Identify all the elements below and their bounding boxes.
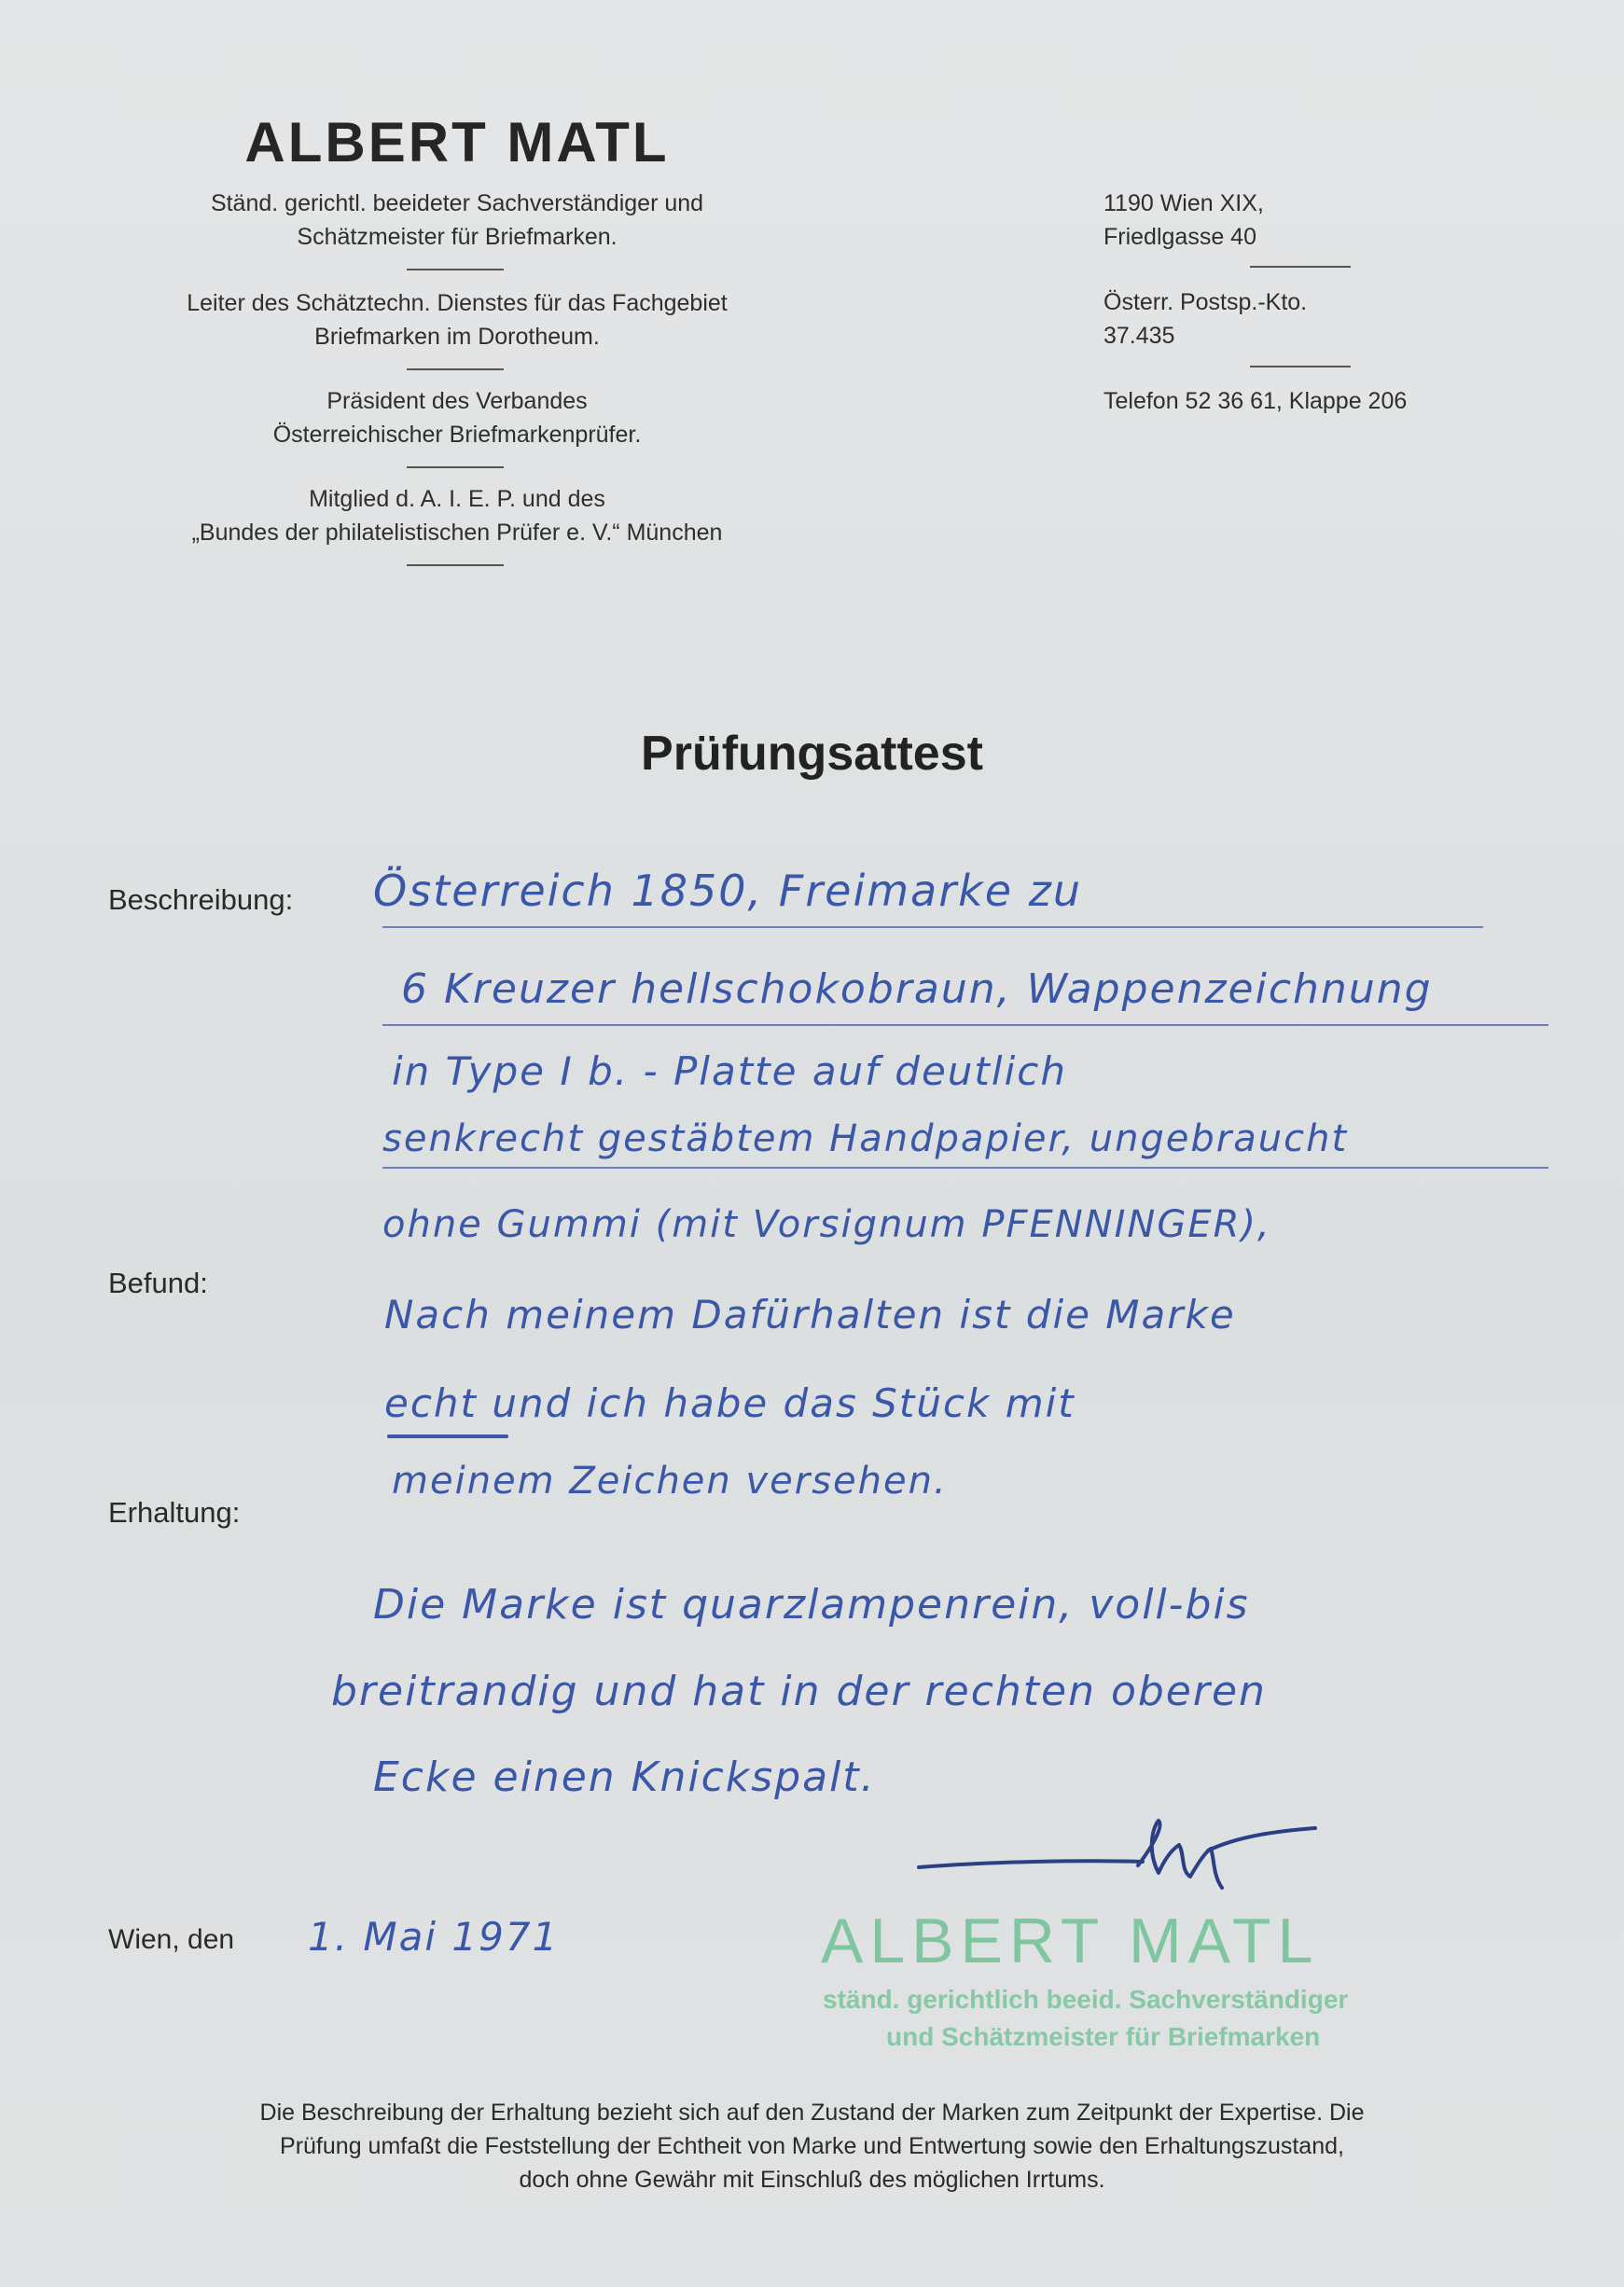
phone-line: Telefon 52 36 61, Klappe 206	[1103, 388, 1408, 414]
letterhead-name: ALBERT MATL	[244, 111, 670, 173]
divider	[407, 368, 504, 370]
credential-line: Ständ. gerichtl. beeideter Sachverständiger und	[210, 190, 704, 216]
footer-line: Die Beschreibung der Erhaltung bezieht sich auf den Zustand der Marken zum Zeitpunkt der Expertise. Die	[259, 2100, 1365, 2126]
handwritten-line: 6 Kreuzer hellschokobraun, Wappenzeichnung	[401, 965, 1433, 1013]
writing-rule	[382, 1024, 1548, 1026]
label-date: Wien, den	[108, 1924, 235, 1955]
divider	[407, 269, 504, 270]
divider	[407, 564, 504, 566]
credential-line: Mitglied d. A. I. E. P. und des	[309, 486, 605, 512]
stamp-name: ALBERT MATL	[821, 1906, 1320, 1976]
underline-mark	[387, 1435, 508, 1438]
footer-line: Prüfung umfaßt die Feststellung der Echtheit von Marke und Entwertung sowie den Erhaltungszustand,	[280, 2133, 1344, 2159]
stamp-line: und Schätzmeister für Briefmarken	[886, 2022, 1321, 2051]
handwritten-date: 1. Mai 1971	[308, 1914, 560, 1960]
account-line: Österr. Postsp.-Kto.	[1103, 289, 1308, 315]
label-befund: Befund:	[108, 1267, 208, 1299]
credential-line: Präsident des Verbandes	[326, 388, 588, 414]
handwritten-line: senkrecht gestäbtem Handpapier, ungebraucht	[382, 1117, 1349, 1160]
label-beschreibung: Beschreibung:	[108, 883, 294, 916]
handwritten-line: Die Marke ist quarzlampenrein, voll-bis	[373, 1581, 1250, 1629]
footer-line: doch ohne Gewähr mit Einschluß des möglichen Irrtums.	[519, 2167, 1105, 2193]
handwritten-line: breitrandig und hat in der rechten oberen	[331, 1668, 1267, 1715]
divider	[1250, 266, 1351, 268]
address-line: Friedlgasse 40	[1103, 224, 1256, 250]
handwritten-line: echt und ich habe das Stück mit	[384, 1380, 1076, 1426]
credential-line: Schätzmeister für Briefmarken.	[297, 224, 618, 250]
handwritten-line: meinem Zeichen versehen.	[392, 1460, 948, 1503]
divider	[407, 466, 504, 468]
footer-disclaimer	[93, 2096, 1531, 2197]
credential-line: „Bundes der philatelistischen Prüfer e. V.“ München	[191, 520, 723, 546]
credential-line: Briefmarken im Dorotheum.	[314, 324, 600, 350]
credential-line: Leiter des Schätztechn. Dienstes für das Fachgebiet	[187, 290, 728, 316]
address-line: 1190 Wien XIX,	[1103, 190, 1264, 216]
credential-line: Österreichischer Briefmarkenprüfer.	[272, 422, 642, 448]
handwritten-line: in Type I b. - Platte auf deutlich	[392, 1048, 1067, 1094]
handwritten-line: Ecke einen Knickspalt.	[373, 1753, 876, 1801]
account-line: 37.435	[1103, 323, 1175, 349]
stamp-line: ständ. gerichtlich beeid. Sachverständiger	[823, 1985, 1349, 2014]
handwritten-signature	[914, 1800, 1325, 1903]
handwritten-line: ohne Gummi (mit Vorsignum PFENNINGER),	[382, 1203, 1271, 1246]
writing-rule	[382, 1167, 1548, 1169]
handwritten-line: Nach meinem Dafürhalten ist die Marke	[384, 1292, 1236, 1338]
document-title: Prüfungsattest	[641, 727, 983, 781]
handwritten-line: Österreich 1850, Freimarke zu	[373, 866, 1083, 916]
label-erhaltung: Erhaltung:	[108, 1496, 241, 1529]
divider	[1250, 366, 1351, 367]
writing-rule	[382, 926, 1483, 928]
